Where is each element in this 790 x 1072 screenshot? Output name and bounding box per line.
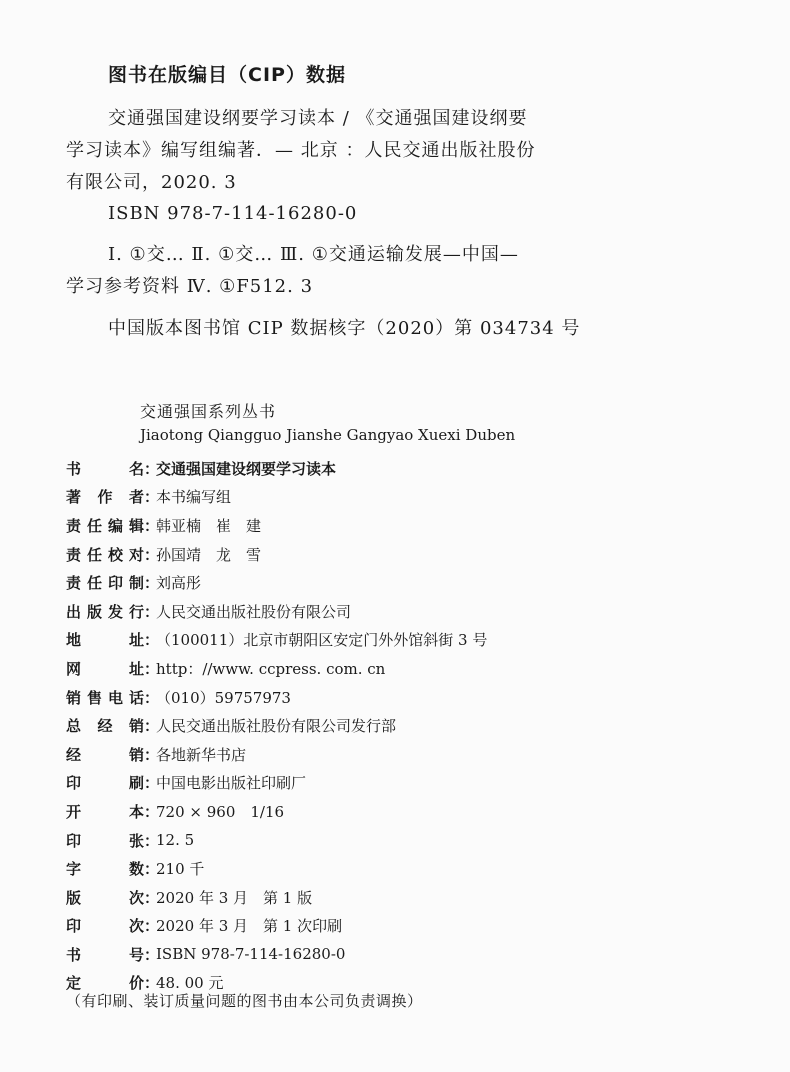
info-label: 著 作 者: [66, 488, 144, 507]
info-value: 人民交通出版社股份有限公司: [156, 602, 352, 621]
book-title-pinyin: Jiaotong Qiangguo Jianshe Gangyao Xuexi Duben: [140, 426, 516, 444]
info-value: ISBN 978-7-114-16280-0: [156, 945, 346, 964]
info-label: 总 经 销: [66, 717, 144, 736]
cip-line: 学习读本》编写组编著．— 北京 ：人民交通出版社股份: [66, 140, 536, 161]
info-row: [66, 597, 766, 626]
info-value: 720 × 960 1/16: [156, 802, 285, 821]
info-colon: ：: [144, 659, 160, 678]
info-row: [66, 654, 766, 683]
info-label: 印 刷: [66, 774, 144, 793]
info-row: [66, 740, 766, 769]
info-label: 书 名: [66, 459, 144, 478]
info-colon: ：: [144, 802, 160, 821]
info-label: 出 版 发 行: [66, 602, 144, 621]
info-colon: ：: [144, 688, 160, 707]
info-value: （100011）北京市朝阳区安定门外外馆斜街 3 号: [156, 631, 488, 650]
info-label: 地 址: [66, 631, 144, 650]
info-colon: ：: [144, 831, 160, 850]
series-title: 交通强国系列丛书: [140, 402, 277, 421]
info-label: 定 价: [66, 974, 144, 993]
info-row: [66, 711, 766, 740]
cip-line: 交通强国建设纲要学习读本 / 《交通强国建设纲要: [108, 108, 528, 129]
info-row: [66, 483, 766, 512]
info-label: 印 次: [66, 917, 144, 936]
info-row: [66, 826, 766, 855]
info-colon: ：: [144, 974, 160, 993]
info-colon: ：: [144, 545, 160, 564]
info-row: [66, 511, 766, 540]
info-row: [66, 454, 766, 483]
info-row: [66, 854, 766, 883]
cip-isbn: ISBN 978-7-114-16280-0: [108, 203, 358, 224]
info-value: 12. 5: [156, 831, 195, 850]
cip-classification: 学习参考资料 Ⅳ. ①F512. 3: [66, 276, 314, 297]
info-label: 责 任 编 辑: [66, 516, 144, 535]
info-colon: ：: [144, 516, 160, 535]
info-label: 销 售 电 话: [66, 688, 144, 707]
info-label: 经 销: [66, 745, 144, 764]
info-label: 网 址: [66, 659, 144, 678]
info-value: 48. 00 元: [156, 974, 224, 993]
info-colon: ：: [144, 945, 160, 964]
info-row: [66, 540, 766, 569]
info-colon: ：: [144, 745, 160, 764]
info-value: 2020 年 3 月 第 1 版: [156, 888, 313, 907]
info-value: 韩亚楠 崔 建: [156, 516, 262, 535]
info-row: [66, 797, 766, 826]
info-label: 责 任 印 制: [66, 574, 144, 593]
info-label: 书 号: [66, 945, 144, 964]
info-value: 孙国靖 龙 雪: [156, 545, 262, 564]
info-colon: ：: [144, 631, 160, 650]
info-row: [66, 940, 766, 969]
cip-heading: 图书在版编目（CIP）数据: [108, 64, 346, 86]
info-value: 2020 年 3 月 第 1 次印刷: [156, 917, 343, 936]
info-label: 责 任 校 对: [66, 545, 144, 564]
info-value: （010）59757973: [156, 688, 291, 707]
info-colon: ：: [144, 602, 160, 621]
info-row: [66, 683, 766, 712]
info-colon: ：: [144, 459, 160, 478]
info-value: 刘高彤: [156, 574, 202, 593]
info-row: [66, 912, 766, 941]
info-value: 各地新华书店: [156, 745, 247, 764]
info-colon: ：: [144, 774, 160, 793]
info-value: 210 千: [156, 860, 205, 879]
info-label: 开 本: [66, 802, 144, 821]
info-label: 版 次: [66, 888, 144, 907]
info-label: 字 数: [66, 860, 144, 879]
cip-record-number: 中国版本图书馆 CIP 数据核字（2020）第 034734 号: [108, 318, 581, 339]
publication-info-list: [66, 454, 766, 997]
info-value: 交通强国建设纲要学习读本: [156, 459, 337, 478]
info-colon: ：: [144, 917, 160, 936]
cip-classification: Ⅰ. ①交… Ⅱ. ①交… Ⅲ. ①交通运输发展—中国—: [108, 244, 519, 265]
info-value: 中国电影出版社印刷厂: [156, 774, 307, 793]
quality-notice: （有印刷、装订质量问题的图书由本公司负责调换）: [66, 992, 423, 1010]
info-colon: ：: [144, 860, 160, 879]
info-label: 印 张: [66, 831, 144, 850]
info-row: [66, 883, 766, 912]
info-colon: ：: [144, 574, 160, 593]
cip-line: 有限公司，2020. 3: [66, 172, 237, 193]
info-value: 人民交通出版社股份有限公司发行部: [156, 717, 397, 736]
info-colon: ：: [144, 488, 160, 507]
info-value: 本书编写组: [156, 488, 232, 507]
info-row: [66, 568, 766, 597]
info-colon: ：: [144, 888, 160, 907]
info-colon: ：: [144, 717, 160, 736]
info-value: http：//www. ccpress. com. cn: [156, 659, 386, 678]
info-row: [66, 769, 766, 798]
info-row: [66, 626, 766, 655]
